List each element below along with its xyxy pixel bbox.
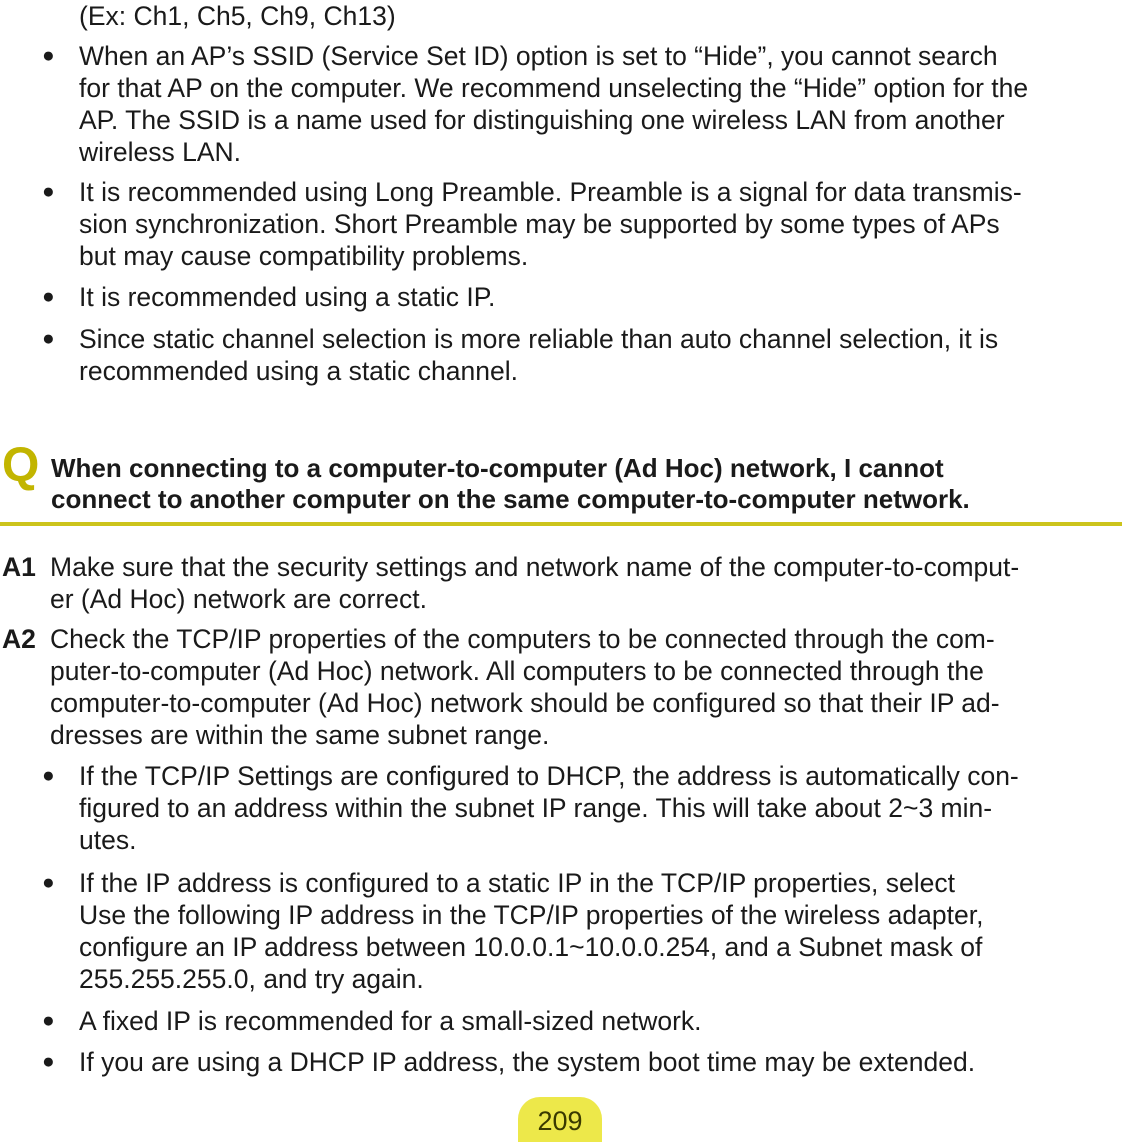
answer-2-line-1: Check the TCP/IP properties of the computers to be connected through the com- xyxy=(50,624,995,654)
bullet-1-line-3: AP. The SSID is a name used for distinguishing one wireless LAN from another xyxy=(79,105,1005,135)
answer-2-line-2: puter-to-computer (Ad Hoc) network. All computers to be connected through the xyxy=(50,656,984,686)
bullet-3-line-1: It is recommended using a static IP. xyxy=(79,282,496,312)
bullet-2-line-1: It is recommended using Long Preamble. Preamble is a signal for data transmis- xyxy=(79,177,1022,207)
bullet-1-line-1: When an AP’s SSID (Service Set ID) option is set to “Hide”, you cannot search xyxy=(79,41,998,71)
bullet-icon: ● xyxy=(42,764,55,787)
bullet-icon: ● xyxy=(42,871,55,894)
bullet-icon: ● xyxy=(42,285,55,308)
bullet-1-line-2: for that AP on the computer. We recommend unselecting the “Hide” option for the xyxy=(79,73,1029,103)
continued-line: (Ex: Ch1, Ch5, Ch9, Ch13) xyxy=(79,1,396,31)
bullet-icon: ● xyxy=(42,44,55,67)
question-title-line-2: connect to another computer on the same computer-to-computer network. xyxy=(51,484,970,514)
page-number: 209 xyxy=(518,1097,602,1142)
answer-bullet-4-line-1: If you are using a DHCP IP address, the system boot time may be extended. xyxy=(79,1047,976,1077)
answer-bullet-3-line-1: A fixed IP is recommended for a small-sized network. xyxy=(79,1006,702,1036)
bullet-2-line-2: sion synchronization. Short Preamble may be supported by some types of APs xyxy=(79,209,1000,239)
answer-1-line-1: Make sure that the security settings and network name of the computer-to-comput- xyxy=(50,552,1020,582)
answer-2-label: A2 xyxy=(2,624,36,654)
bullet-4-line-2: recommended using a static channel. xyxy=(79,356,518,386)
bullet-icon: ● xyxy=(42,1009,55,1032)
question-divider xyxy=(0,522,1122,526)
answer-1-label: A1 xyxy=(2,552,36,582)
answer-bullet-2-line-4: 255.255.255.0, and try again. xyxy=(79,964,424,994)
answer-bullet-2-line-3: configure an IP address between 10.0.0.1~10.0.0.254, and a Subnet mask of xyxy=(79,932,983,962)
question-title-line-1: When connecting to a computer-to-computer (Ad Hoc) network, I cannot xyxy=(51,453,944,483)
answer-bullet-1-line-3: utes. xyxy=(79,825,137,855)
bullet-1-line-4: wireless LAN. xyxy=(79,137,241,167)
answer-1-line-2: er (Ad Hoc) network are correct. xyxy=(50,584,428,614)
bullet-icon: ● xyxy=(42,327,55,350)
answer-bullet-1-line-2: figured to an address within the subnet IP range. This will take about 2~3 min- xyxy=(79,793,993,823)
bullet-icon: ● xyxy=(42,180,55,203)
answer-bullet-2-line-1: If the IP address is configured to a static IP in the TCP/IP properties, select xyxy=(79,868,955,898)
answer-bullet-2-line-2: Use the following IP address in the TCP/IP properties of the wireless adapter, xyxy=(79,900,984,930)
answer-2-line-3: computer-to-computer (Ad Hoc) network should be configured so that their IP ad- xyxy=(50,688,1000,718)
answer-2-line-4: dresses are within the same subnet range. xyxy=(50,720,550,750)
bullet-4-line-1: Since static channel selection is more reliable than auto channel selection, it is xyxy=(79,324,999,354)
answer-bullet-1-line-1: If the TCP/IP Settings are configured to DHCP, the address is automatically con- xyxy=(79,761,1019,791)
bullet-2-line-3: but may cause compatibility problems. xyxy=(79,241,529,271)
question-mark-label: Q xyxy=(2,439,40,492)
bullet-icon: ● xyxy=(42,1050,55,1073)
